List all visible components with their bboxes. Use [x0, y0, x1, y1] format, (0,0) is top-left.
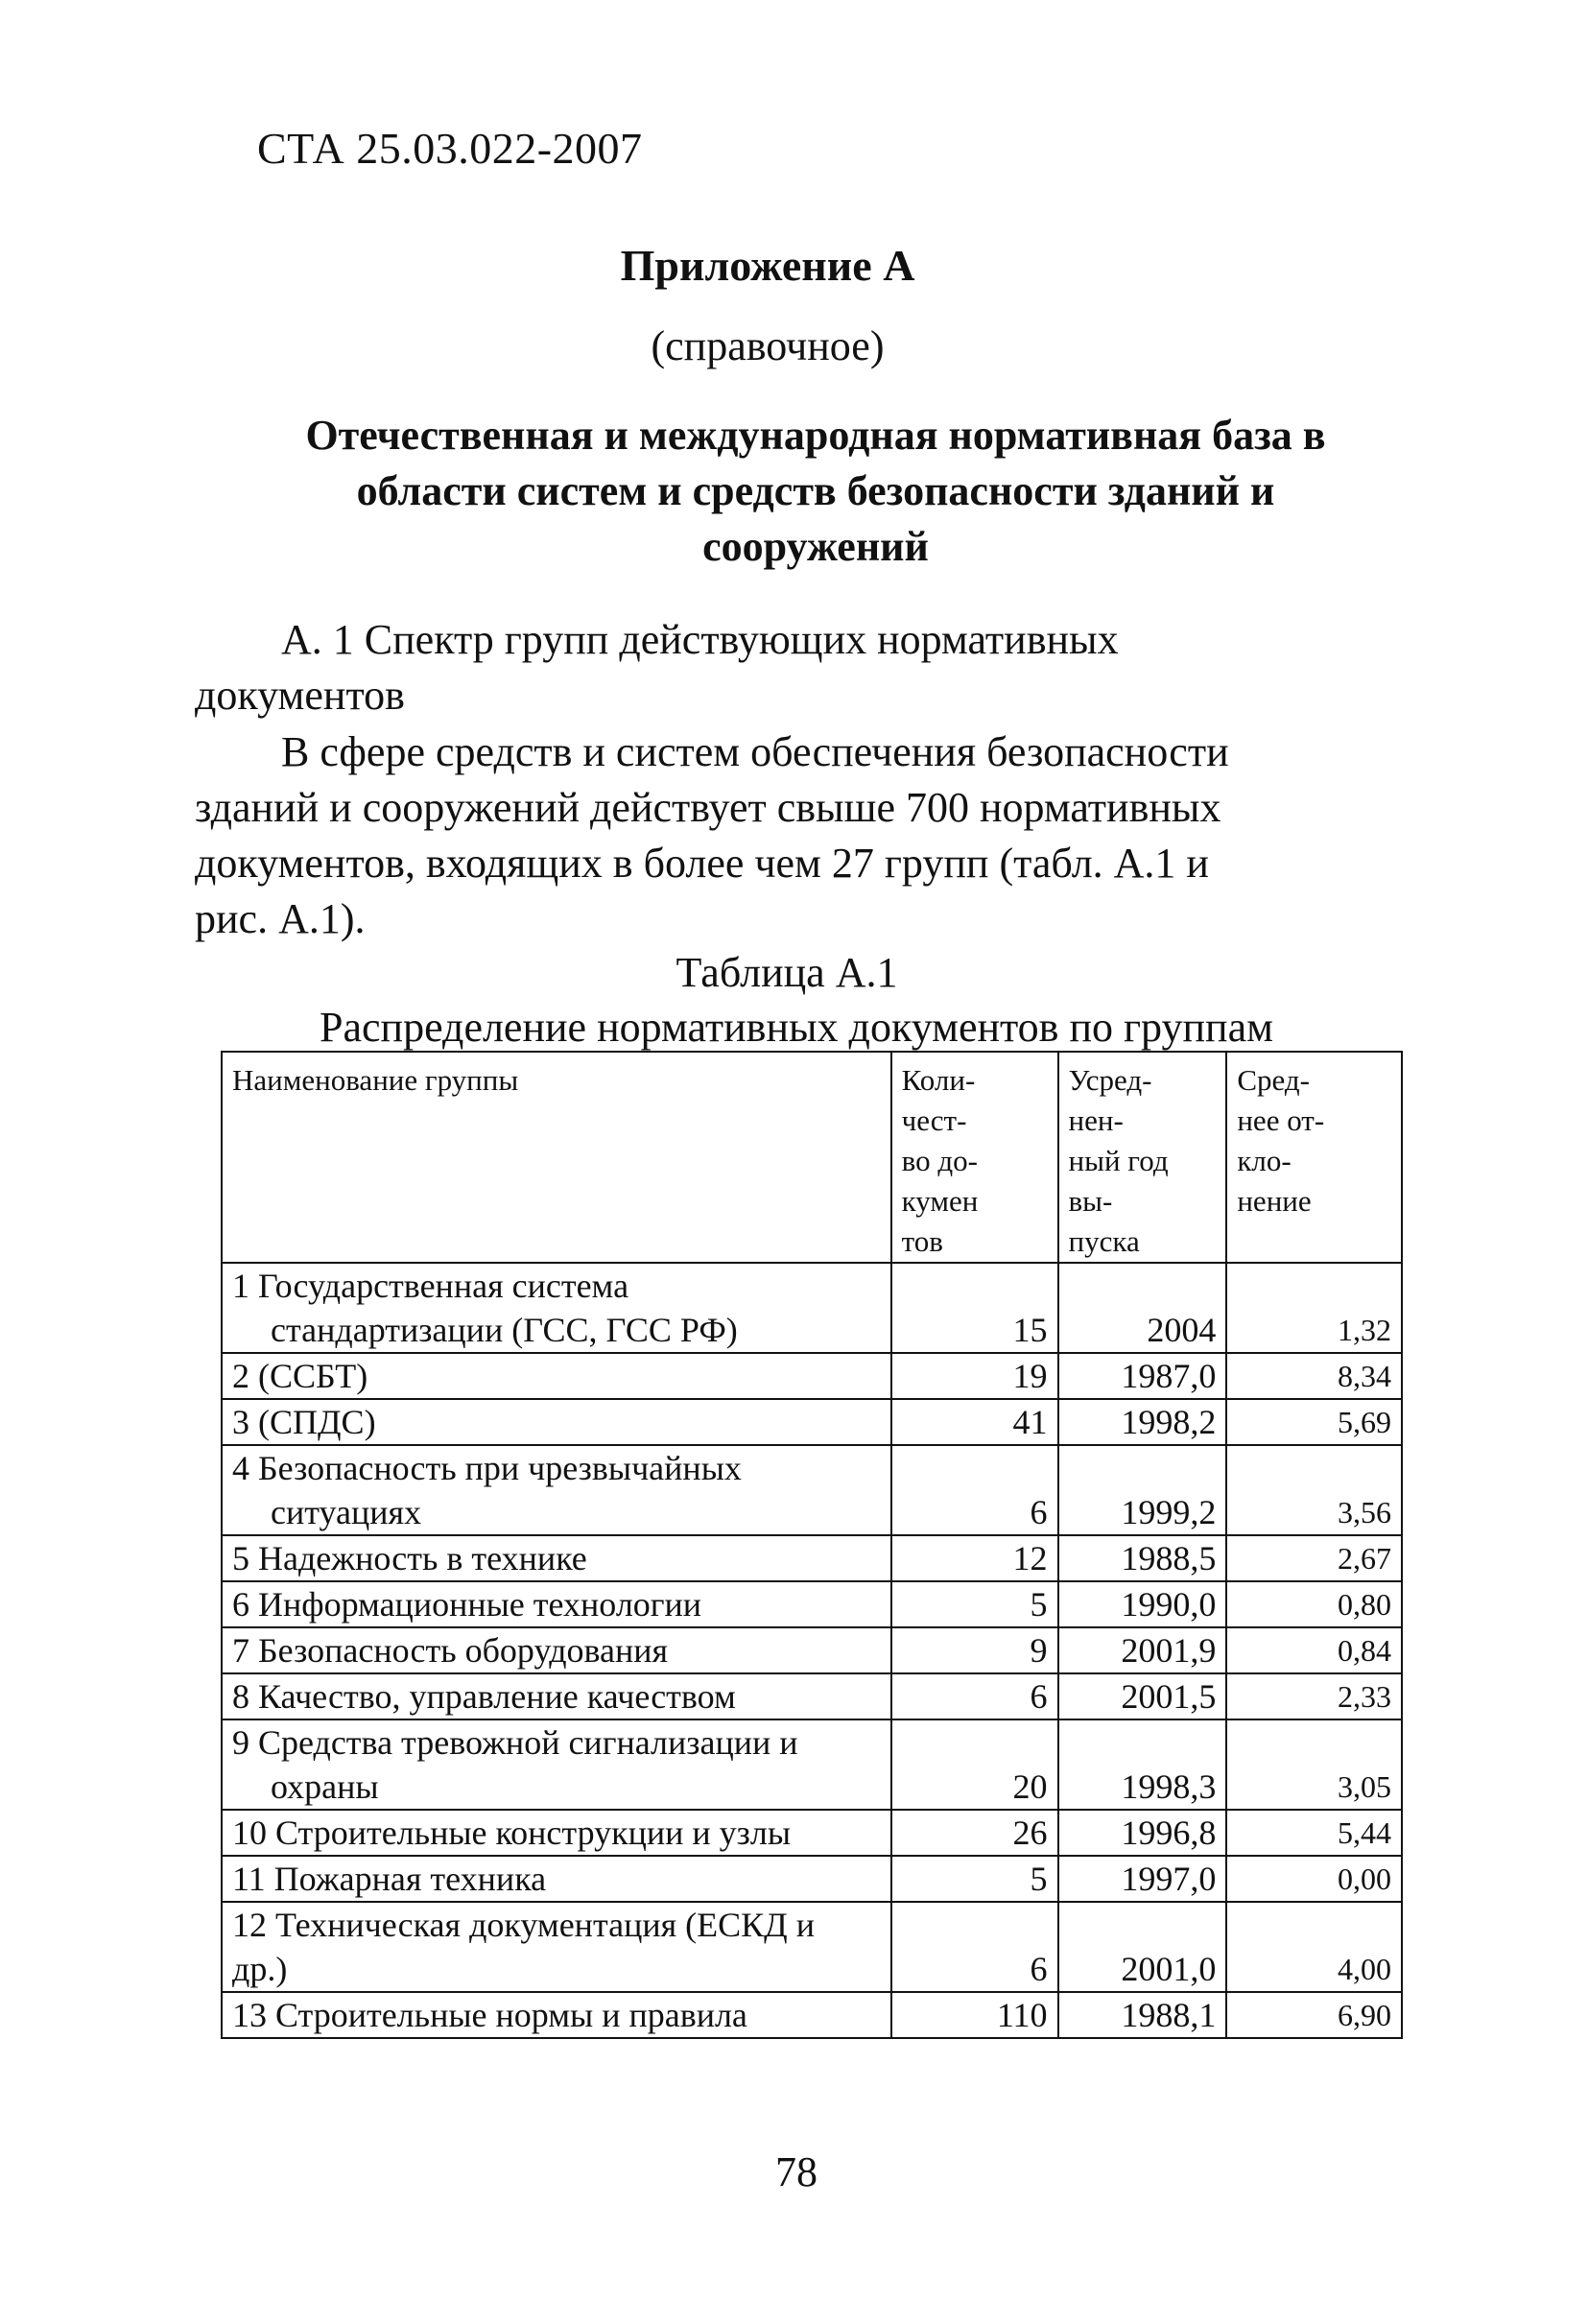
cell-deviation: 3,05	[1226, 1719, 1402, 1810]
cell-group-name	[222, 1263, 891, 1353]
table-row	[222, 1581, 1402, 1627]
section-heading-line: документов	[195, 672, 405, 719]
document-code: СТА 25.03.022-2007	[257, 124, 643, 173]
cell-year: 1988,5	[1058, 1535, 1227, 1581]
body-line: В сфере средств и систем обеспечения безопасности	[281, 728, 1229, 775]
cell-group-name	[222, 1856, 891, 1902]
cell-deviation: 0,84	[1226, 1627, 1402, 1673]
cell-deviation: 1,32	[1226, 1263, 1402, 1353]
cell-year: 2001,0	[1058, 1902, 1227, 1992]
group-name-line: ситуациях	[271, 1493, 422, 1531]
body-line: рис. А.1).	[195, 895, 366, 942]
cell-count: 110	[891, 1992, 1058, 2038]
group-name-line: 13 Строительные нормы и правила	[232, 1996, 747, 2034]
cell-count: 41	[891, 1399, 1058, 1445]
group-name-line: 5 Надежность в технике	[232, 1539, 587, 1577]
cell-count: 6	[891, 1902, 1058, 1992]
group-name-line: 7 Безопасность оборудования	[232, 1631, 669, 1670]
cell-count: 5	[891, 1581, 1058, 1627]
page-number: 78	[775, 2148, 818, 2195]
cell-count: 15	[891, 1263, 1058, 1353]
cell-year: 2004	[1058, 1263, 1227, 1353]
cell-count: 9	[891, 1627, 1058, 1673]
body-line: документов, входящих в более чем 27 групп (табл. А.1 и	[195, 840, 1209, 887]
cell-deviation: 5,69	[1226, 1399, 1402, 1445]
appendix-title: Приложение А	[620, 241, 915, 290]
section-heading	[195, 612, 1404, 723]
table-row	[222, 1810, 1402, 1856]
cell-year: 1990,0	[1058, 1581, 1227, 1627]
distribution-table	[221, 1051, 1403, 2039]
group-name-line: 3 (СПДС)	[232, 1403, 376, 1441]
main-title-line: Отечественная и международная нормативная база в	[305, 412, 1326, 459]
group-name-line: 12 Техническая документация (ЕСКД и	[232, 1906, 816, 1944]
main-title	[211, 408, 1420, 575]
cell-deviation: 4,00	[1226, 1902, 1402, 1992]
cell-year: 2001,5	[1058, 1673, 1227, 1719]
cell-count: 12	[891, 1535, 1058, 1581]
group-name-line: 10 Строительные конструкции и узлы	[232, 1814, 792, 1852]
body-line: зданий и сооружений действует свыше 700 нормативных	[195, 784, 1221, 831]
cell-deviation: 8,34	[1226, 1353, 1402, 1399]
header-count-text: Коли- чест- во до- кумен тов	[901, 1063, 979, 1258]
table-number: Таблица А.1	[675, 949, 898, 996]
header-deviation-text: Сред- нее от- кло- нение	[1237, 1063, 1325, 1218]
table-row	[222, 1535, 1402, 1581]
cell-count: 6	[891, 1445, 1058, 1535]
cell-deviation: 5,44	[1226, 1810, 1402, 1856]
cell-count: 20	[891, 1719, 1058, 1810]
cell-deviation: 3,56	[1226, 1445, 1402, 1535]
cell-year: 1988,1	[1058, 1992, 1227, 2038]
table-row	[222, 1627, 1402, 1673]
table-row	[222, 1856, 1402, 1902]
group-name-line: 11 Пожарная техника	[232, 1860, 547, 1898]
cell-deviation: 0,00	[1226, 1856, 1402, 1902]
group-name-line: др.)	[232, 1950, 288, 1988]
cell-deviation: 2,67	[1226, 1535, 1402, 1581]
appendix-subtitle: (справочное)	[651, 322, 885, 369]
cell-year: 1997,0	[1058, 1856, 1227, 1902]
cell-year: 1998,3	[1058, 1719, 1227, 1810]
cell-year: 1996,8	[1058, 1810, 1227, 1856]
group-name-line: 9 Средства тревожной сигнализации и	[232, 1723, 798, 1762]
group-name-line: 1 Государственная система	[232, 1267, 629, 1305]
table-row	[222, 1445, 1402, 1535]
cell-group-name	[222, 1992, 891, 2038]
table-row	[222, 1992, 1402, 2038]
cell-group-name	[222, 1719, 891, 1810]
group-name-line: 2 (ССБТ)	[232, 1357, 368, 1395]
cell-count: 26	[891, 1810, 1058, 1856]
table-row	[222, 1399, 1402, 1445]
cell-group-name	[222, 1673, 891, 1719]
cell-group-name	[222, 1353, 891, 1399]
header-deviation	[1226, 1052, 1402, 1263]
cell-group-name	[222, 1399, 891, 1445]
cell-group-name	[222, 1535, 891, 1581]
table-row	[222, 1902, 1402, 1992]
cell-deviation: 2,33	[1226, 1673, 1402, 1719]
header-year-text: Усред- нен- ный год вы- пуска	[1068, 1063, 1169, 1258]
cell-group-name	[222, 1581, 891, 1627]
table-row	[222, 1353, 1402, 1399]
cell-count: 6	[891, 1673, 1058, 1719]
table-caption: Распределение нормативных документов по группам	[320, 1004, 1273, 1051]
cell-deviation: 0,80	[1226, 1581, 1402, 1627]
table-header-row	[222, 1052, 1402, 1263]
body-paragraph	[195, 724, 1404, 947]
cell-year: 1998,2	[1058, 1399, 1227, 1445]
cell-year: 2001,9	[1058, 1627, 1227, 1673]
group-name-line: 4 Безопасность при чрезвычайных	[232, 1449, 742, 1487]
header-group-name: Наименование группы	[222, 1052, 891, 1263]
cell-group-name	[222, 1627, 891, 1673]
table-row	[222, 1719, 1402, 1810]
table-row	[222, 1673, 1402, 1719]
main-title-line: сооружений	[702, 523, 929, 570]
group-name-line: 8 Качество, управление качеством	[232, 1677, 736, 1716]
cell-deviation: 6,90	[1226, 1992, 1402, 2038]
header-count	[891, 1052, 1058, 1263]
cell-count: 19	[891, 1353, 1058, 1399]
cell-group-name	[222, 1810, 891, 1856]
cell-group-name	[222, 1445, 891, 1535]
table-row	[222, 1263, 1402, 1353]
cell-count: 5	[891, 1856, 1058, 1902]
header-year	[1058, 1052, 1227, 1263]
main-title-line: области систем и средств безопасности зданий и	[356, 467, 1275, 514]
group-name-line: стандартизации (ГСС, ГСС РФ)	[271, 1311, 738, 1349]
cell-year: 1987,0	[1058, 1353, 1227, 1399]
section-heading-line: А. 1 Спектр групп действующих нормативных	[281, 616, 1119, 663]
cell-year: 1999,2	[1058, 1445, 1227, 1535]
group-name-line: охраны	[271, 1767, 379, 1806]
cell-group-name	[222, 1902, 891, 1992]
group-name-line: 6 Информационные технологии	[232, 1585, 702, 1624]
